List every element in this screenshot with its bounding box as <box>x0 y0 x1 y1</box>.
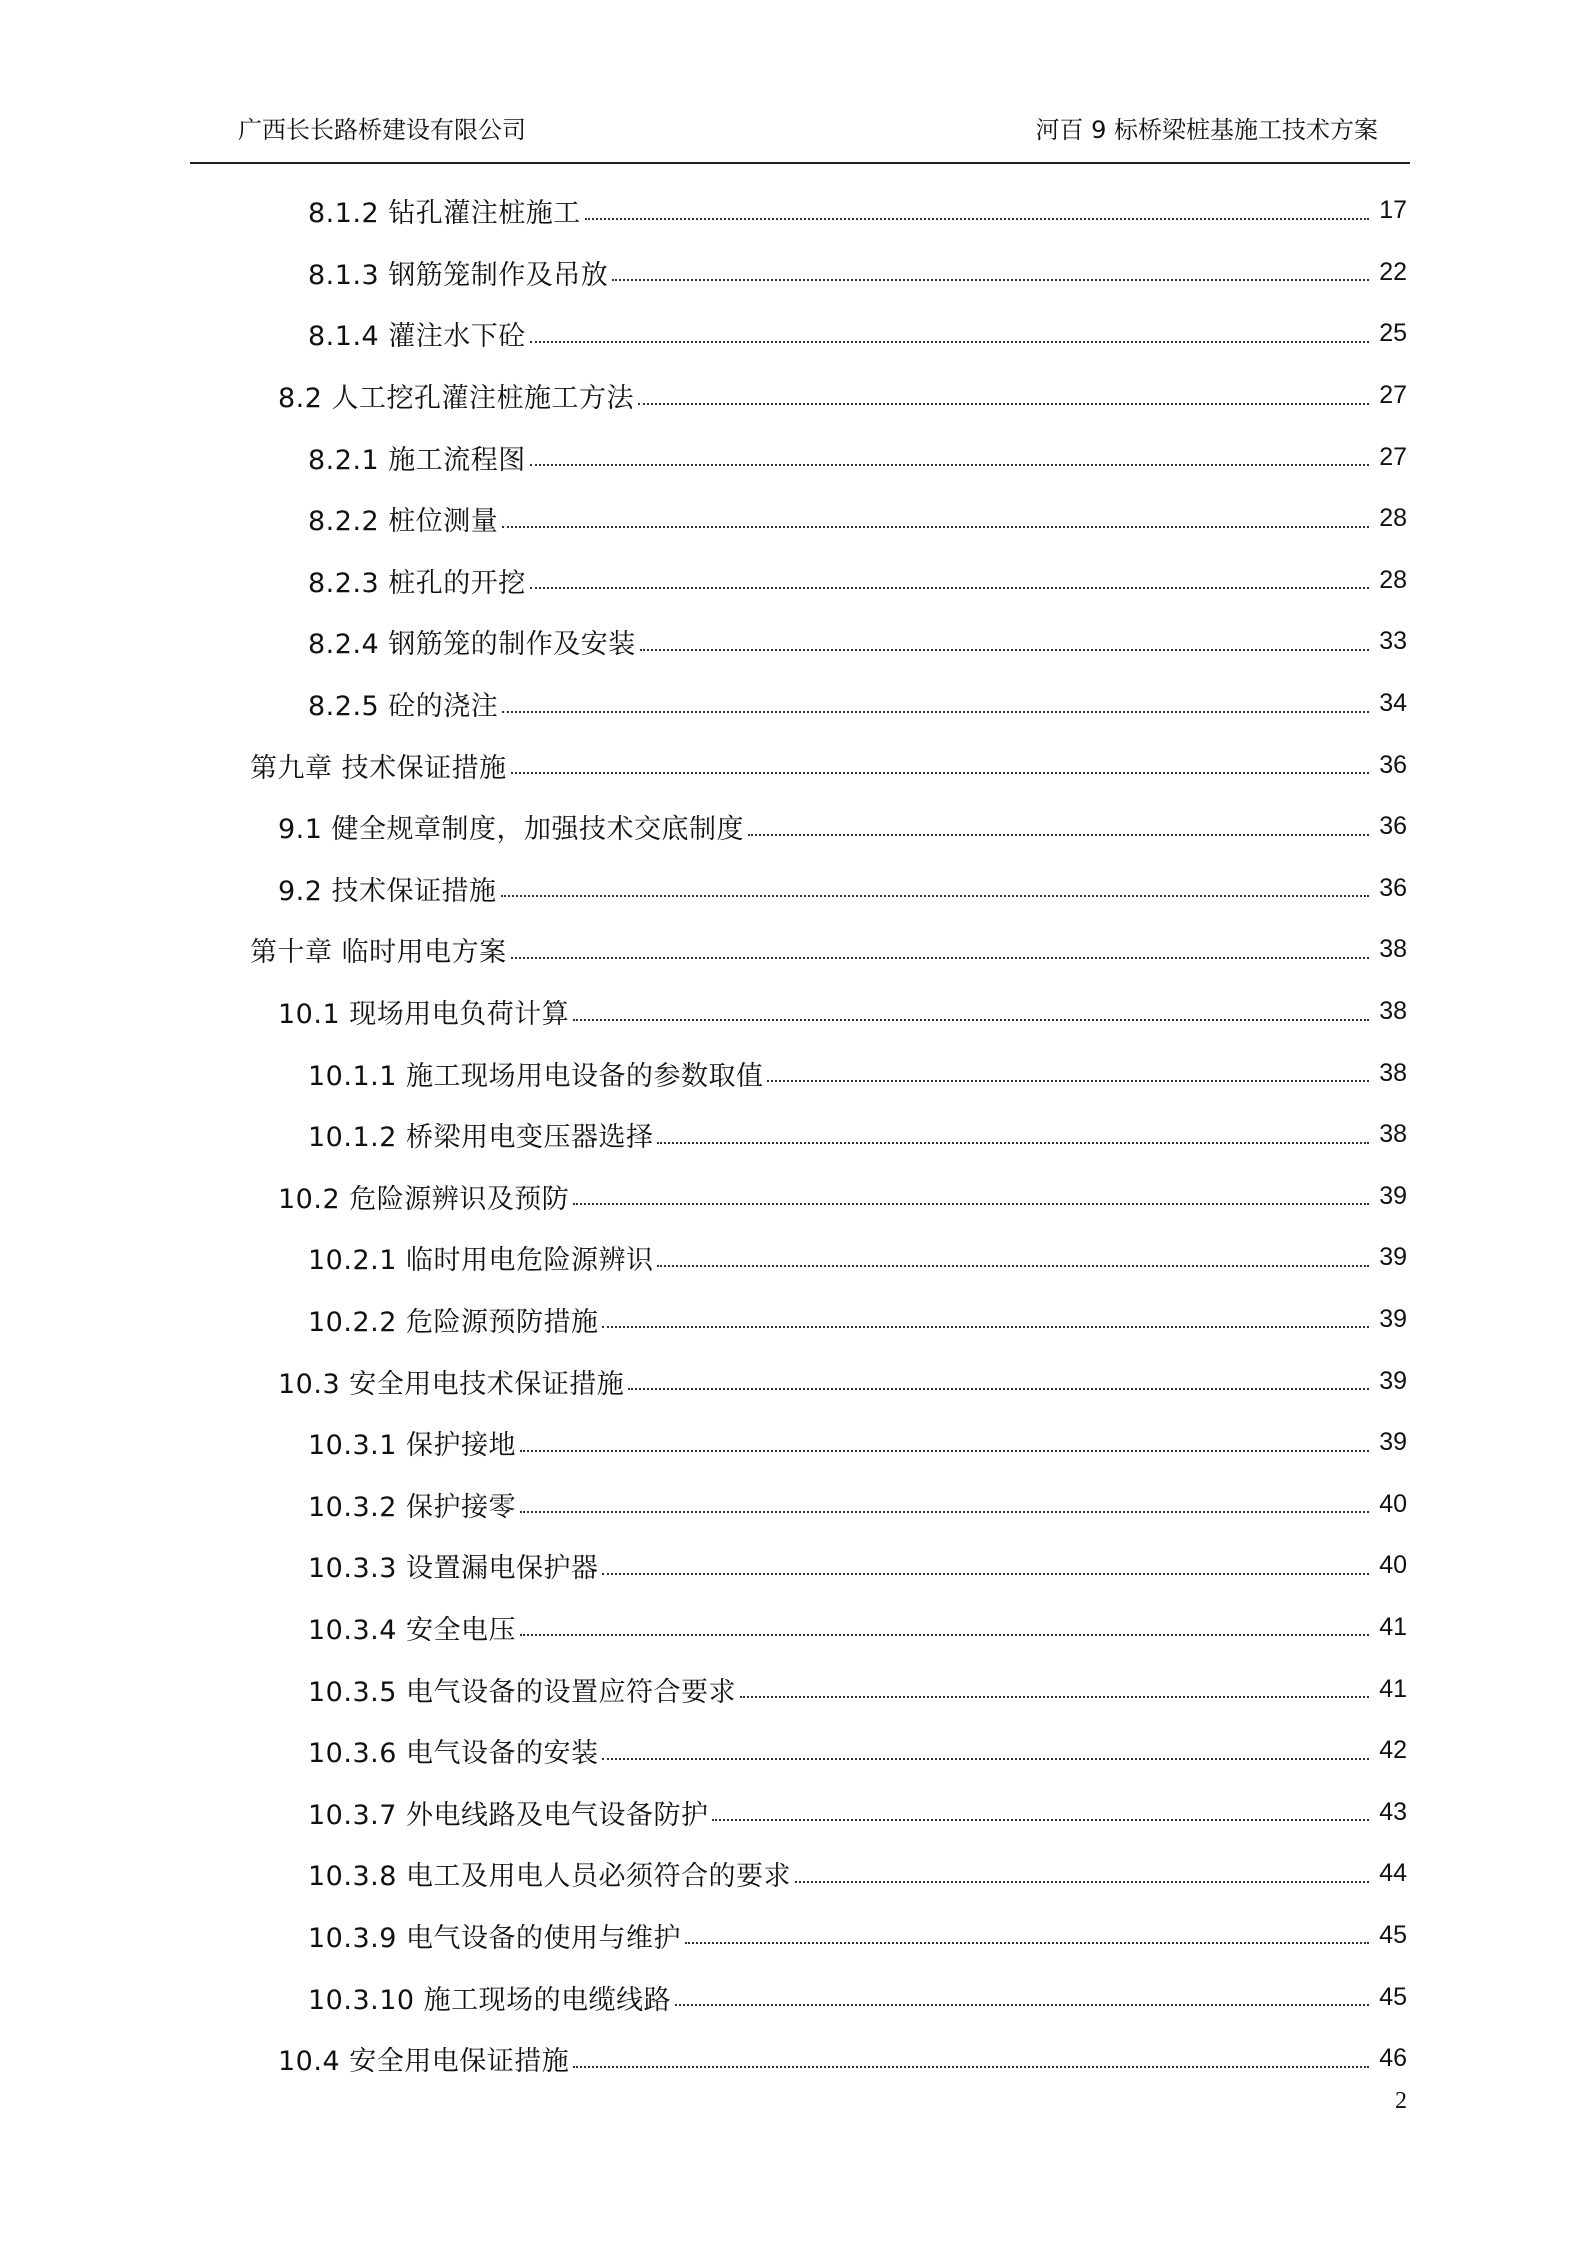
toc-entry-label: 10.3.1 保护接地 <box>308 1430 516 1462</box>
toc-entry-page: 38 <box>1379 997 1407 1026</box>
toc-entry[interactable] <box>0 1042 1587 1104</box>
toc-entry-page: 39 <box>1379 1243 1407 1272</box>
header-divider <box>190 162 1410 164</box>
toc-dot-leader <box>530 587 1369 589</box>
toc-entry-label: 10.3.4 安全电压 <box>308 1614 516 1646</box>
toc-entry[interactable] <box>0 1843 1587 1905</box>
toc-entry-page: 36 <box>1379 812 1407 841</box>
toc-entry[interactable] <box>0 1166 1587 1228</box>
toc-entry-label: 10.2 危险源辨识及预防 <box>278 1183 570 1215</box>
toc-dot-leader <box>685 1942 1369 1944</box>
page-header <box>190 0 1410 165</box>
toc-entry[interactable] <box>0 1227 1587 1289</box>
toc-entry-label: 10.3.7 外电线路及电气设备防护 <box>308 1799 709 1831</box>
toc-entry[interactable] <box>0 550 1587 612</box>
toc-entry[interactable] <box>0 1658 1587 1720</box>
toc-dot-leader <box>602 1758 1369 1760</box>
toc-dot-leader <box>640 649 1369 651</box>
toc-entry-page: 39 <box>1379 1366 1407 1395</box>
toc-entry-page: 28 <box>1379 565 1407 594</box>
toc-entry[interactable] <box>0 365 1587 427</box>
toc-entry[interactable] <box>0 242 1587 304</box>
toc-entry[interactable] <box>0 1781 1587 1843</box>
toc-dot-leader <box>675 2004 1369 2006</box>
toc-entry-page: 45 <box>1379 1920 1407 1949</box>
toc-entry[interactable] <box>0 858 1587 920</box>
toc-entry-label: 10.3.8 电工及用电人员必须符合的要求 <box>308 1861 791 1893</box>
toc-dot-leader <box>530 341 1369 343</box>
toc-dot-leader <box>612 279 1369 281</box>
toc-dot-leader <box>520 1450 1369 1452</box>
toc-entry-label: 10.3.6 电气设备的安装 <box>308 1738 599 1770</box>
toc-entry-label: 8.2 人工挖孔灌注桩施工方法 <box>278 383 635 415</box>
toc-entry-label: 10.3 安全用电技术保证措施 <box>278 1368 625 1400</box>
toc-entry-label: 第十章 临时用电方案 <box>250 937 507 969</box>
toc-dot-leader <box>638 403 1369 405</box>
toc-entry[interactable] <box>0 919 1587 981</box>
toc-entry[interactable] <box>0 1535 1587 1597</box>
toc-entry[interactable] <box>0 1597 1587 1659</box>
toc-entry-label: 8.1.3 钢筋笼制作及吊放 <box>308 259 609 291</box>
toc-entry-page: 42 <box>1379 1736 1407 1765</box>
toc-dot-leader <box>748 834 1369 836</box>
toc-dot-leader <box>795 1881 1369 1883</box>
toc-entry[interactable] <box>0 303 1587 365</box>
toc-entry-label: 10.3.5 电气设备的设置应符合要求 <box>308 1676 736 1708</box>
toc-entry-label: 10.3.10 施工现场的电缆线路 <box>308 1984 672 2016</box>
toc-entry-page: 39 <box>1379 1428 1407 1457</box>
toc-entry-label: 8.2.4 钢筋笼的制作及安装 <box>308 629 636 661</box>
toc-dot-leader <box>767 1080 1369 1082</box>
toc-entry-label: 9.2 技术保证措施 <box>278 875 497 907</box>
toc-entry-page: 41 <box>1379 1612 1407 1641</box>
toc-dot-leader <box>530 464 1369 466</box>
toc-entry[interactable] <box>0 1350 1587 1412</box>
toc-dot-leader <box>712 1819 1369 1821</box>
toc-entry-label: 10.3.3 设置漏电保护器 <box>308 1553 599 1585</box>
toc-entry-page: 36 <box>1379 750 1407 779</box>
toc-entry-page: 36 <box>1379 873 1407 902</box>
toc-entry-page: 27 <box>1379 381 1407 410</box>
toc-entry-label: 8.1.4 灌注水下砼 <box>308 321 526 353</box>
toc-entry[interactable] <box>0 611 1587 673</box>
toc-entry-page: 45 <box>1379 1982 1407 2011</box>
toc-entry-label: 8.2.1 施工流程图 <box>308 444 526 476</box>
toc-dot-leader <box>585 218 1369 220</box>
toc-entry-label: 10.2.2 危险源预防措施 <box>308 1306 599 1338</box>
toc-entry-page: 28 <box>1379 504 1407 533</box>
toc-entry[interactable] <box>0 488 1587 550</box>
toc-entry-page: 40 <box>1379 1489 1407 1518</box>
toc-entry-page: 33 <box>1379 627 1407 656</box>
toc-entry-label: 8.1.2 钻孔灌注桩施工 <box>308 198 581 230</box>
toc-dot-leader <box>573 1203 1369 1205</box>
toc-dot-leader <box>520 1511 1369 1513</box>
toc-entry[interactable] <box>0 734 1587 796</box>
page-number: 2 <box>1395 2088 1407 2114</box>
toc-entry-label: 10.1 现场用电负荷计算 <box>278 999 570 1031</box>
toc-entry[interactable] <box>0 673 1587 735</box>
toc-entry-label: 9.1 健全规章制度，加强技术交底制度 <box>278 814 745 846</box>
toc-entry-page: 38 <box>1379 1120 1407 1149</box>
toc-entry[interactable] <box>0 1289 1587 1351</box>
toc-entry-page: 25 <box>1379 319 1407 348</box>
toc-dot-leader <box>573 2066 1369 2068</box>
toc-dot-leader <box>657 1142 1369 1144</box>
toc-entry[interactable] <box>0 2028 1587 2090</box>
toc-dot-leader <box>602 1573 1369 1575</box>
toc-dot-leader <box>628 1388 1369 1390</box>
toc-entry-label: 8.2.3 桩孔的开挖 <box>308 567 526 599</box>
toc-entry[interactable] <box>0 1966 1587 2028</box>
toc-entry-page: 41 <box>1379 1674 1407 1703</box>
toc-entry-label: 10.3.9 电气设备的使用与维护 <box>308 1922 681 1954</box>
toc-entry-page: 38 <box>1379 935 1407 964</box>
toc-dot-leader <box>511 957 1369 959</box>
toc-dot-leader <box>573 1019 1369 1021</box>
toc-entry-page: 43 <box>1379 1797 1407 1826</box>
toc-entry-page: 38 <box>1379 1058 1407 1087</box>
toc-entry-label: 10.3.2 保护接零 <box>308 1491 516 1523</box>
toc-entry-label: 8.2.5 砼的浇注 <box>308 691 499 723</box>
toc-entry-page: 39 <box>1379 1181 1407 1210</box>
table-of-contents <box>0 180 1587 2089</box>
toc-entry[interactable] <box>0 981 1587 1043</box>
toc-entry-label: 8.2.2 桩位测量 <box>308 506 499 538</box>
toc-dot-leader <box>520 1634 1369 1636</box>
toc-dot-leader <box>501 895 1369 897</box>
company-name: 广西长长路桥建设有限公司 <box>238 116 526 144</box>
toc-entry-label: 10.4 安全用电保证措施 <box>278 2046 570 2078</box>
toc-entry-page: 27 <box>1379 442 1407 471</box>
toc-dot-leader <box>502 711 1369 713</box>
toc-entry[interactable] <box>0 796 1587 858</box>
toc-entry[interactable] <box>0 1412 1587 1474</box>
toc-entry[interactable] <box>0 1104 1587 1166</box>
toc-entry-page: 34 <box>1379 689 1407 718</box>
toc-entry-page: 40 <box>1379 1551 1407 1580</box>
toc-entry-label: 第九章 技术保证措施 <box>250 752 507 784</box>
toc-entry-page: 39 <box>1379 1304 1407 1333</box>
toc-dot-leader <box>502 526 1369 528</box>
toc-entry-page: 44 <box>1379 1859 1407 1888</box>
toc-entry-label: 10.1.2 桥梁用电变压器选择 <box>308 1122 654 1154</box>
toc-entry-label: 10.1.1 施工现场用电设备的参数取值 <box>308 1060 764 1092</box>
toc-dot-leader <box>740 1696 1369 1698</box>
toc-entry[interactable] <box>0 1473 1587 1535</box>
toc-entry[interactable] <box>0 180 1587 242</box>
toc-entry-page: 17 <box>1379 196 1407 225</box>
toc-entry[interactable] <box>0 426 1587 488</box>
toc-entry-page: 22 <box>1379 257 1407 286</box>
toc-dot-leader <box>602 1326 1369 1328</box>
toc-entry[interactable] <box>0 1905 1587 1967</box>
toc-dot-leader <box>511 772 1369 774</box>
toc-entry-page: 46 <box>1379 2044 1407 2073</box>
document-title: 河百 9 标桥梁桩基施工技术方案 <box>1035 116 1378 144</box>
toc-entry[interactable] <box>0 1720 1587 1782</box>
toc-entry-label: 10.2.1 临时用电危险源辨识 <box>308 1245 654 1277</box>
toc-dot-leader <box>657 1265 1369 1267</box>
